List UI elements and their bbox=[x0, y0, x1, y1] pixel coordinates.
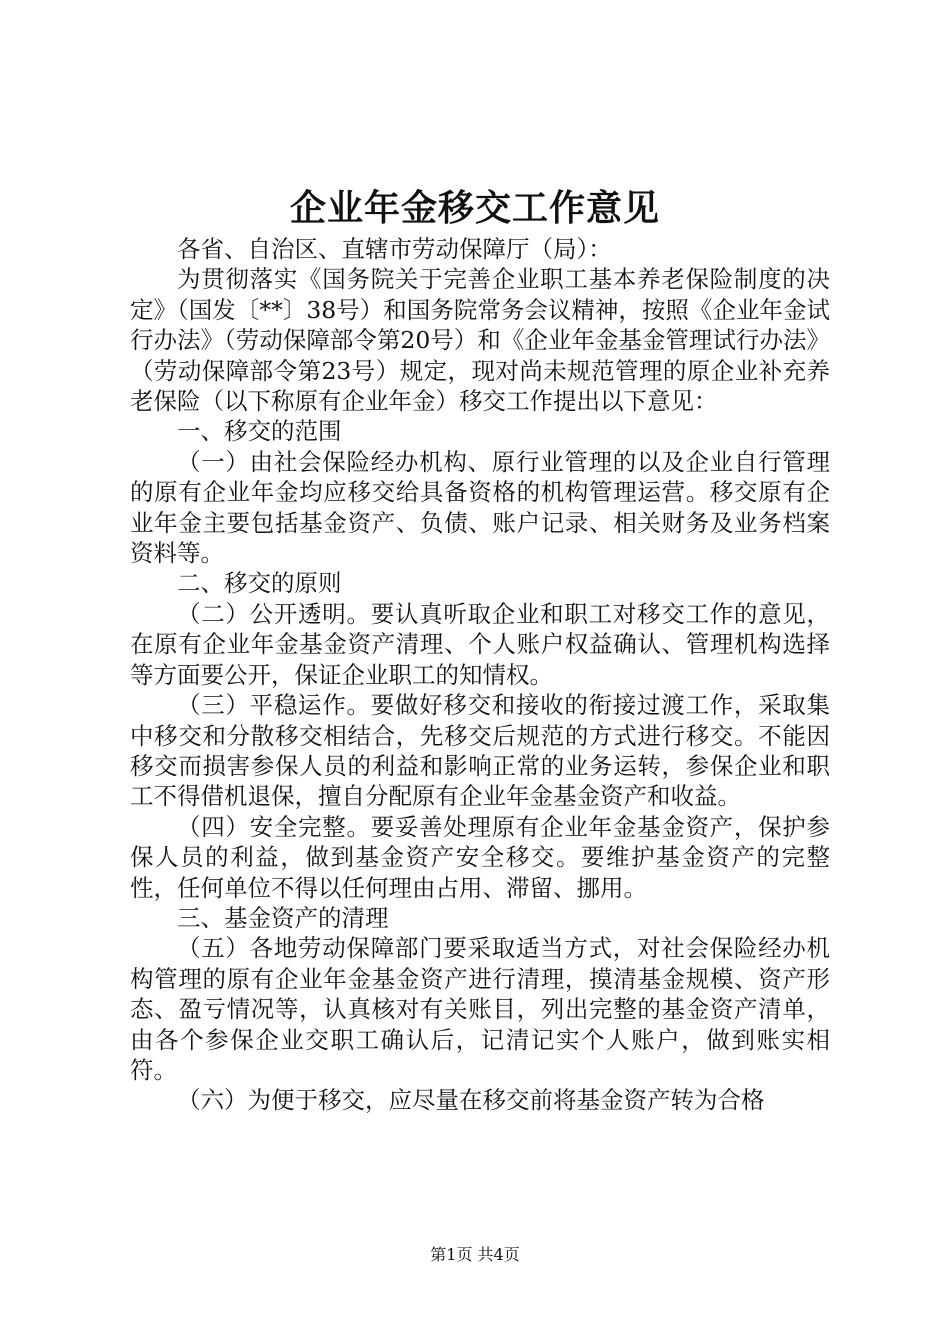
document-body bbox=[130, 234, 830, 1116]
document-title: 企业年金移交工作意见 bbox=[289, 187, 660, 229]
salutation-paragraph: 各省、自治区、直辖市劳动保障厅（局）： bbox=[177, 235, 612, 263]
intro-paragraph: 为贯彻落实《国务院关于完善企业职工基本养老保险制度的决定》（国发〔**〕38号）和国务院常务会议精神，按照《企业年金试行办法》（劳动保障部令第20号）和《企业年金基金管理试行办法》（劳动保障部令第23号）规定，现对尚未规范管理的原企业补充养老保险（以下称原有企业年金）移交工作提出以下意见： bbox=[130, 265, 830, 416]
section-heading-principles: 二、移交的原则 bbox=[177, 569, 342, 598]
paragraph-item-1: （一）由社会保险经办机构、原行业管理的以及企业自行管理的原有企业年金均应移交给具备资格的机构管理运营。移交原有企业年金主要包括基金资产、负债、账户记录、相关财务及业务档案资料等。 bbox=[130, 447, 830, 568]
paragraph-item-3: （三）平稳运作。要做好移交和接收的衔接过渡工作，采取集中移交和分散移交相结合，先移交后规范的方式进行移交。不能因移交而损害参保人员的利益和影响正常的业务运转，参保企业和职工不得借机退保，擅自分配原有企业年金基金资产和收益。 bbox=[130, 691, 830, 811]
paragraph-item-2: （二）公开透明。要认真听取企业和职工对移交工作的意见，在原有企业年金基金资产清理、个人账户权益确认、管理机构选择等方面要公开，保证企业职工的知情权。 bbox=[130, 599, 830, 689]
paragraph-item-6: （六）为便于移交，应尽量在移交前将基金资产转为合格 bbox=[177, 1086, 765, 1115]
page-number-footer: 第1页 共4页 bbox=[430, 1245, 520, 1264]
paragraph-item-4: （四）安全完整。要妥善处理原有企业年金基金资产，保护参保人员的利益，做到基金资产安全移交。要维护基金资产的完整性，任何单位不得以任何理由占用、滞留、挪用。 bbox=[130, 812, 830, 902]
section-heading-scope: 一、移交的范围 bbox=[177, 417, 342, 446]
paragraph-item-5: （五）各地劳动保障部门要采取适当方式，对社会保险经办机构管理的原有企业年金基金资产进行清理，摸清基金规模、资产形态、盈亏情况等，认真核对有关账目，列出完整的基金资产清单，由各个参保企业交职工确认后，记清记实个人账户，做到账实相符。 bbox=[130, 934, 830, 1084]
section-heading-clearing: 三、基金资产的清理 bbox=[177, 903, 389, 932]
